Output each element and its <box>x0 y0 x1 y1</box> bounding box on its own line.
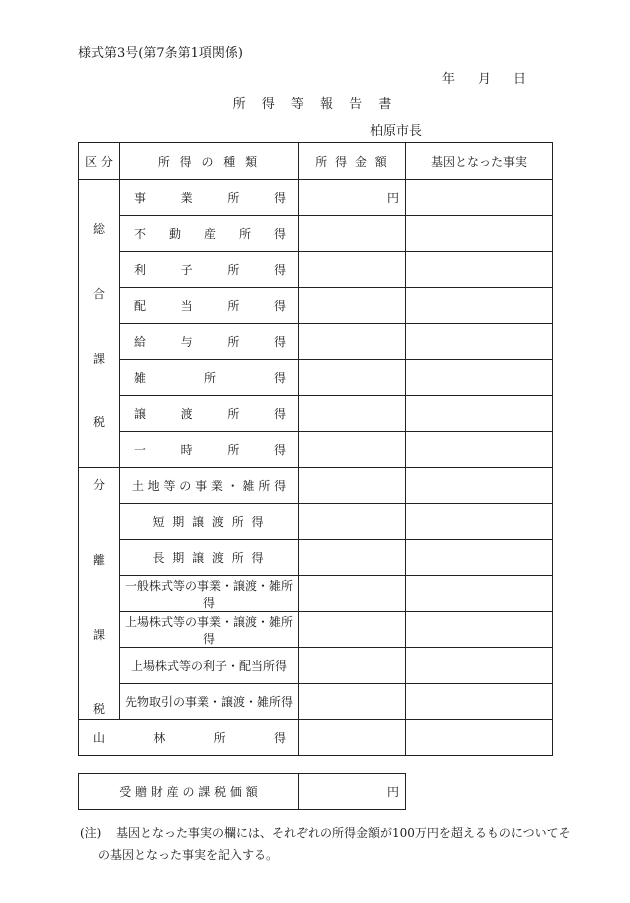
basis-cell[interactable] <box>406 360 553 396</box>
amount-cell[interactable] <box>299 468 406 504</box>
amount-cell[interactable] <box>299 396 406 432</box>
amount-cell[interactable] <box>299 612 406 648</box>
date-month: 月 <box>478 72 492 87</box>
group-general-char: 総 <box>92 222 105 236</box>
label-char: 給 <box>134 335 147 349</box>
label-char: 林 <box>153 731 166 745</box>
gift-amount-cell[interactable]: 円 <box>299 774 406 810</box>
income-label-temporary <box>120 432 299 468</box>
label-char: 所 <box>227 191 240 205</box>
income-label-miscellaneous <box>120 360 299 396</box>
header-basis: 基因となった事実 <box>406 143 553 180</box>
date-year: 年 <box>442 72 456 87</box>
income-label-transfer <box>120 396 299 432</box>
basis-cell[interactable] <box>406 576 553 612</box>
basis-cell[interactable] <box>406 612 553 648</box>
label-char: 事 <box>134 191 147 205</box>
header-category: 区 分 <box>79 143 120 180</box>
basis-cell[interactable] <box>406 324 553 360</box>
amount-cell[interactable]: 円 <box>299 180 406 216</box>
label-char: 利 <box>134 263 147 277</box>
label-char: 子 <box>180 263 193 277</box>
group-general-char: 合 <box>92 287 105 301</box>
label-char: 得 <box>273 335 286 349</box>
label-char: 得 <box>273 299 286 313</box>
basis-cell[interactable] <box>406 648 553 684</box>
header-income-type: 所 得 の 種 類 <box>120 143 299 180</box>
amount-cell[interactable] <box>299 648 406 684</box>
label-char: 得 <box>273 371 286 385</box>
label-char: 与 <box>180 335 193 349</box>
addressee: 柏原市長 <box>370 124 423 139</box>
income-label-business <box>120 180 299 216</box>
label-char: 得 <box>273 227 286 241</box>
label-char: 配 <box>134 299 147 313</box>
date-day: 日 <box>513 72 527 87</box>
label-char: 雑 <box>134 371 147 385</box>
label-char: 産 <box>203 227 216 241</box>
income-label-listed-stocks: 上場株式等の事業・譲渡・雑所得 <box>120 612 299 648</box>
label-char: 不 <box>134 227 147 241</box>
label-char: 所 <box>227 407 240 421</box>
amount-cell[interactable] <box>299 504 406 540</box>
label-char: 得 <box>273 191 286 205</box>
basis-cell[interactable] <box>406 252 553 288</box>
label-char: 動 <box>168 227 181 241</box>
amount-cell[interactable] <box>299 216 406 252</box>
gift-table <box>78 773 406 810</box>
basis-cell[interactable] <box>406 684 553 720</box>
label-char: 所 <box>213 731 226 745</box>
label-char: 得 <box>273 731 286 745</box>
income-label-general-stocks: 一般株式等の事業・譲渡・雑所得 <box>120 576 299 612</box>
income-label-salary <box>120 324 299 360</box>
amount-cell[interactable] <box>299 540 406 576</box>
form-number: 様式第3号(第7条第1項関係) <box>78 46 243 61</box>
amount-cell[interactable] <box>299 720 406 756</box>
label-char: 時 <box>180 443 193 457</box>
group-general-char: 税 <box>92 415 105 429</box>
income-label-land-business-misc: 土 地 等 の 事 業 ・ 雑 所 得 <box>120 468 299 504</box>
income-label-dividend <box>120 288 299 324</box>
note-line-1: 基因となった事実の欄には、それぞれの所得金額が100万円を超えるものについてそ <box>116 826 571 840</box>
income-label-listed-stocks-interest-dividend: 上場株式等の利子・配当所得 <box>120 648 299 684</box>
label-char: 山 <box>93 731 106 745</box>
label-char: 業 <box>180 191 193 205</box>
basis-cell[interactable] <box>406 396 553 432</box>
label-char: 一 <box>134 443 147 457</box>
label-char: 所 <box>227 263 240 277</box>
amount-cell[interactable] <box>299 576 406 612</box>
label-char: 所 <box>227 335 240 349</box>
income-label-long-term-transfer: 長 期 譲 渡 所 得 <box>120 540 299 576</box>
note-line-2: の基因となった事実を記入する。 <box>98 848 279 862</box>
amount-cell[interactable] <box>299 360 406 396</box>
income-label-futures: 先物取引の事業・譲渡・雑所得 <box>120 684 299 720</box>
income-label-interest <box>120 252 299 288</box>
note-mark: (注) <box>80 826 102 840</box>
label-char: 当 <box>180 299 193 313</box>
label-char: 得 <box>273 443 286 457</box>
group-general-char: 課 <box>92 352 105 366</box>
group-general-taxation <box>79 180 120 468</box>
basis-cell[interactable] <box>406 180 553 216</box>
group-separate-char: 課 <box>92 628 105 642</box>
label-char: 譲 <box>134 407 147 421</box>
basis-cell[interactable] <box>406 540 553 576</box>
basis-cell[interactable] <box>406 432 553 468</box>
amount-cell[interactable] <box>299 324 406 360</box>
basis-cell[interactable] <box>406 504 553 540</box>
basis-cell[interactable] <box>406 720 553 756</box>
group-separate-taxation <box>79 468 120 720</box>
amount-cell[interactable] <box>299 288 406 324</box>
label-char: 渡 <box>180 407 193 421</box>
label-char: 所 <box>238 227 251 241</box>
basis-cell[interactable] <box>406 216 553 252</box>
label-char: 所 <box>227 299 240 313</box>
income-label-forest <box>79 720 299 756</box>
basis-cell[interactable] <box>406 288 553 324</box>
income-label-short-term-transfer: 短 期 譲 渡 所 得 <box>120 504 299 540</box>
amount-cell[interactable] <box>299 684 406 720</box>
header-amount: 所 得 金 額 <box>299 143 406 180</box>
gift-property-label: 受 贈 財 産 の 課 税 価 額 <box>79 774 299 810</box>
basis-cell[interactable] <box>406 468 553 504</box>
group-separate-char: 分 <box>92 478 105 492</box>
amount-cell[interactable] <box>299 252 406 288</box>
amount-cell[interactable] <box>299 432 406 468</box>
label-char: 得 <box>273 407 286 421</box>
group-separate-char: 離 <box>92 553 105 567</box>
income-table <box>78 142 553 756</box>
label-char: 所 <box>203 371 216 385</box>
label-char: 得 <box>273 263 286 277</box>
income-label-real-estate <box>120 216 299 252</box>
group-separate-char: 税 <box>92 702 105 716</box>
label-char: 所 <box>227 443 240 457</box>
document-title: 所 得 等 報 告 書 <box>232 97 398 112</box>
